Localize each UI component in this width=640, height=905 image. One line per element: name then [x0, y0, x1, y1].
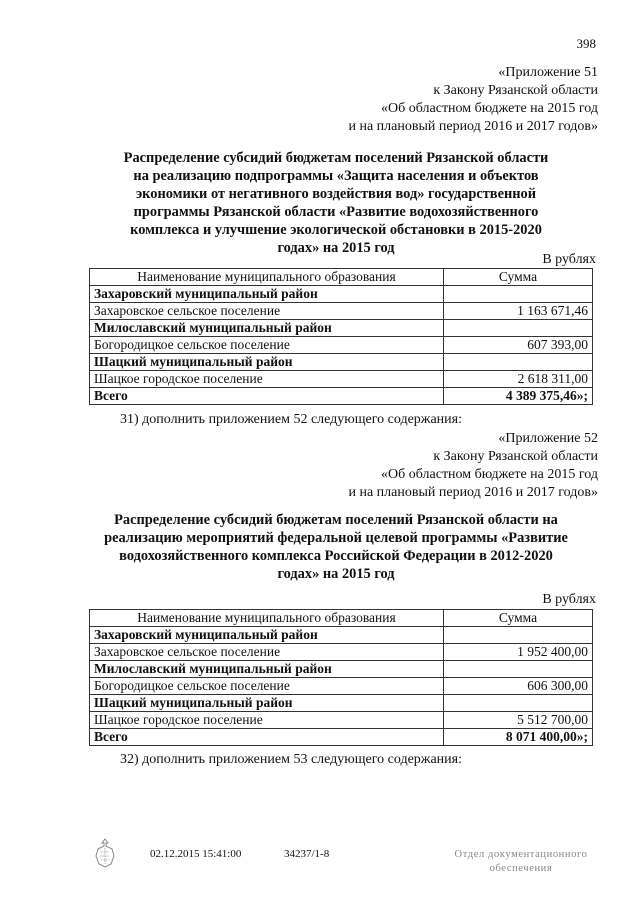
table-row [90, 712, 593, 729]
header-sum: Сумма [444, 269, 593, 286]
total-name: Всего [90, 388, 444, 405]
table-row [90, 303, 593, 320]
table-row [90, 644, 593, 661]
paragraph-32: 32) дополнить приложением 53 следующего содержания: [120, 752, 462, 767]
appendix-line: и на плановый период 2016 и 2017 годов» [348, 119, 598, 134]
subsidy-table-2 [89, 609, 593, 746]
footer-doc-number: 34237/1-8 [284, 848, 330, 860]
table-header-row [90, 610, 593, 627]
table-row [90, 354, 593, 371]
row-name: Захаровский муниципальный район [90, 627, 444, 644]
title-line: программы Рязанской области «Развитие водохозяйственного [133, 204, 539, 220]
table-row [90, 286, 593, 303]
table-row [90, 695, 593, 712]
row-sum [444, 695, 593, 712]
appendix-line: «Приложение 51 [498, 65, 598, 80]
row-name: Шацкий муниципальный район [90, 695, 444, 712]
table-total-row [90, 729, 593, 746]
stamp-line: обеспечения [489, 863, 553, 874]
row-sum: 607 393,00 [444, 337, 593, 354]
row-name: Богородицкое сельское поселение [90, 337, 444, 354]
appendix-line: «Об областном бюджете на 2015 год [381, 101, 598, 116]
title-line: Распределение субсидий бюджетам поселений Рязанской области [123, 150, 549, 166]
total-name: Всего [90, 729, 444, 746]
footer-datetime: 02.12.2015 15:41:00 [150, 848, 242, 860]
table-1-title [108, 149, 564, 257]
table-row [90, 320, 593, 337]
header-name: Наименование муниципального образования [90, 269, 444, 286]
title-line: экономики от негативного воздействия вод» государственной [135, 186, 537, 202]
total-sum: 4 389 375,46»; [444, 388, 593, 405]
title-line: водохозяйственного комплекса Российской Федерации в 2012-2020 [119, 548, 553, 564]
table-header-row [90, 269, 593, 286]
appendix-line: «Об областном бюджете на 2015 год [381, 467, 598, 482]
row-sum [444, 286, 593, 303]
appendix-line: и на плановый период 2016 и 2017 годов» [348, 485, 598, 500]
table-row [90, 627, 593, 644]
table-row [90, 371, 593, 388]
header-sum: Сумма [444, 610, 593, 627]
appendix-52-header [300, 430, 598, 502]
row-sum: 5 512 700,00 [444, 712, 593, 729]
title-line: Распределение субсидий бюджетам поселений Рязанской области на [114, 512, 558, 528]
row-name: Милославский муниципальный район [90, 320, 444, 337]
table-row [90, 337, 593, 354]
table-row [90, 661, 593, 678]
row-sum [444, 627, 593, 644]
row-sum [444, 661, 593, 678]
coat-of-arms-icon [92, 838, 118, 873]
row-name: Богородицкое сельское поселение [90, 678, 444, 695]
appendix-line: «Приложение 52 [498, 431, 598, 446]
row-name: Шацкий муниципальный район [90, 354, 444, 371]
row-sum: 1 163 671,46 [444, 303, 593, 320]
appendix-line: к Закону Рязанской области [433, 449, 598, 464]
row-name: Захаровский муниципальный район [90, 286, 444, 303]
paragraph-31: 31) дополнить приложением 52 следующего содержания: [120, 412, 462, 427]
page-number: 398 [576, 36, 596, 51]
total-sum: 8 071 400,00»; [444, 729, 593, 746]
registration-stamp [448, 848, 594, 876]
units-label: В рублях [542, 592, 596, 607]
row-name: Захаровское сельское поселение [90, 303, 444, 320]
row-name: Милославский муниципальный район [90, 661, 444, 678]
row-name: Шацкое городское поселение [90, 712, 444, 729]
units-label: В рублях [542, 252, 596, 267]
row-sum [444, 320, 593, 337]
table-row [90, 678, 593, 695]
title-line: годах» на 2015 год [277, 566, 395, 582]
title-line: комплекса и улучшение экологической обстановки в 2015-2020 [130, 222, 542, 238]
subsidy-table-1 [89, 268, 593, 405]
row-name: Захаровское сельское поселение [90, 644, 444, 661]
title-line: на реализацию подпрограммы «Защита населения и объектов [133, 168, 539, 184]
header-name: Наименование муниципального образования [90, 610, 444, 627]
row-sum: 1 952 400,00 [444, 644, 593, 661]
appendix-line: к Закону Рязанской области [433, 83, 598, 98]
row-sum: 2 618 311,00 [444, 371, 593, 388]
appendix-51-header [300, 64, 598, 136]
table-2-title [96, 511, 576, 583]
row-sum: 606 300,00 [444, 678, 593, 695]
title-line: реализацию мероприятий федеральной целевой программы «Развитие [104, 530, 568, 546]
title-line: годах» на 2015 год [277, 240, 395, 256]
stamp-line: Отдел документационного [454, 849, 588, 860]
row-name: Шацкое городское поселение [90, 371, 444, 388]
table-total-row [90, 388, 593, 405]
row-sum [444, 354, 593, 371]
